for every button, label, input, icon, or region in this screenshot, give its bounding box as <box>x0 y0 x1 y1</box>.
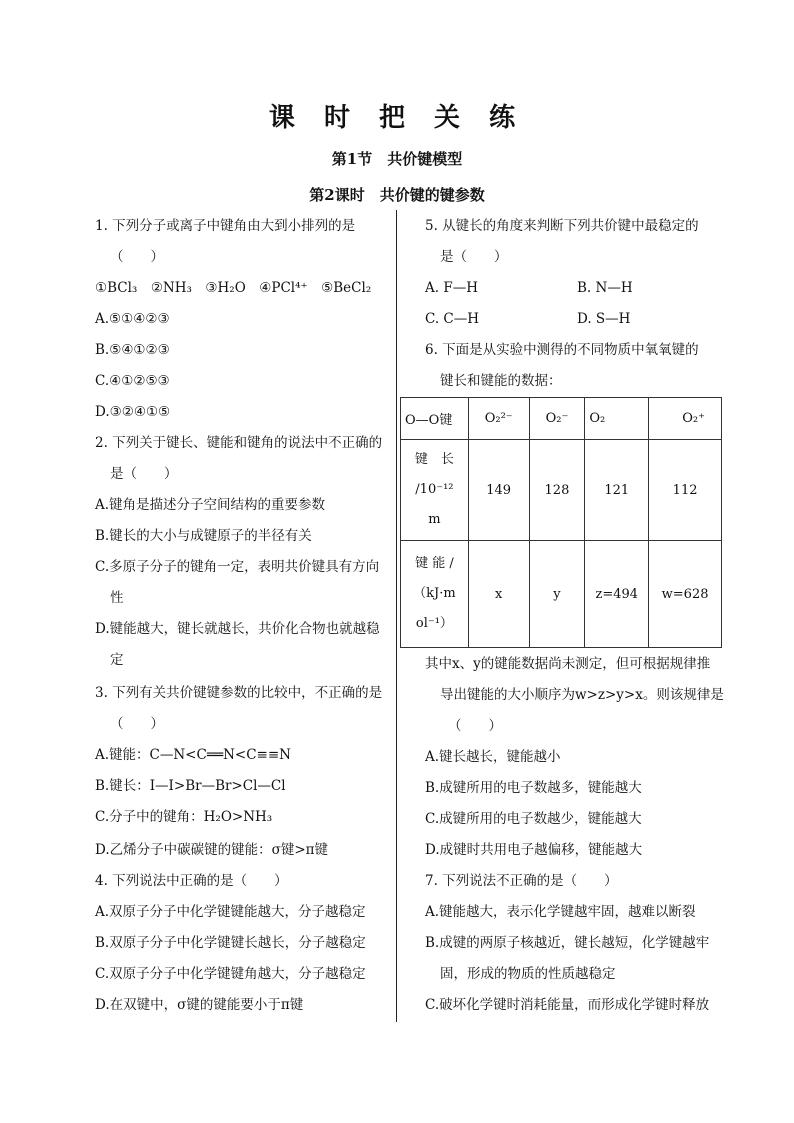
table-cell: w=628 <box>649 541 722 648</box>
q3-option-a: A.键能：C—N<C══N<C≡≡N <box>95 747 291 763</box>
q3-option-b: B.键长：I—I>Br—Br>Cl—Cl <box>95 778 286 794</box>
table-cell: x <box>468 541 529 648</box>
table-header-cell: O₂⁺ <box>649 398 722 440</box>
q2-option-a: A.键角是描述分子空间结构的重要参数 <box>95 497 326 513</box>
q6-option-c: C.成键所用的电子数越少，键能越大 <box>425 811 642 827</box>
q5-option-d: D. S—H <box>577 311 631 327</box>
table-cell: 112 <box>649 440 722 541</box>
q6-paren: （ ） <box>448 718 502 734</box>
q2-option-c: C.多原子分子的键角一定，表明共价键具有方向 <box>95 559 380 575</box>
q4-option-a: A.双原子分子中化学键键能越大，分子越稳定 <box>95 904 366 920</box>
q4-option-d: D.在双键中，σ键的键能要小于π键 <box>95 997 304 1013</box>
q7-option-b-cont: 固，形成的物质的性质越稳定 <box>440 966 616 982</box>
q3-stem: 3. 下列有关共价键键参数的比较中，不正确的是 <box>95 685 383 701</box>
table-cell: y <box>529 541 585 648</box>
q6-option-b: B.成键所用的电子数越多，键能越大 <box>425 780 642 796</box>
q4-stem: 4. 下列说法中正确的是（ ） <box>95 873 288 889</box>
q7-stem: 7. 下列说法不正确的是（ ） <box>425 873 618 889</box>
bond-energy-unit: （kJ·m <box>413 586 456 601</box>
q6-note-cont: 导出键能的大小顺序为w>z>y>x。则该规律是 <box>440 687 724 703</box>
q6-option-d: D.成键时共用电子越偏移，键能越大 <box>425 842 643 858</box>
table-header-cell: O₂²⁻ <box>468 398 529 440</box>
q3-paren: （ ） <box>110 716 164 732</box>
q6-stem: 6. 下面是从实验中测得的不同物质中氧氧键的 <box>425 342 699 358</box>
column-divider <box>396 210 397 1022</box>
q5-option-c: C. C—H <box>425 311 480 327</box>
bond-energy-unit-cont: ol⁻¹） <box>415 616 453 631</box>
table-cell: 128 <box>529 440 585 541</box>
q1-option-b: B.⑤④①②③ <box>95 342 170 358</box>
table-cell: 121 <box>585 440 649 541</box>
table-header-cell: O₂⁻ <box>529 398 585 440</box>
table-cell: 149 <box>468 440 529 541</box>
q1-option-a: A.⑤①④②③ <box>95 311 170 327</box>
q4-option-b: B.双原子分子中化学键键长越长，分子越稳定 <box>95 935 366 951</box>
bond-energy-label: 键 能 / <box>415 556 454 571</box>
q5-stem-cont: 是（ ） <box>440 249 508 265</box>
q1-option-d: D.③②④①⑤ <box>95 404 171 420</box>
q6-note: 其中x、y的键能数据尚未测定，但可根据规律推 <box>425 656 711 672</box>
oxygen-bond-table <box>400 397 722 648</box>
q5-option-a: A. F—H <box>425 280 478 296</box>
table-header-cell: O—O键 <box>401 398 469 440</box>
section-title: 第1节 共价键模型 <box>331 150 463 168</box>
q1-option-c: C.④①②⑤③ <box>95 373 170 389</box>
q2-option-d: D.键能越大，键长就越长，共价化合物也就越稳 <box>95 621 380 637</box>
q5-option-b: B. N—H <box>577 280 633 296</box>
page-title: 课 时 把 关 练 <box>268 103 526 133</box>
table-row-label <box>401 440 469 541</box>
q1-items: ①BCl₃ ②NH₃ ③H₂O ④PCl⁴⁺ ⑤BeCl₂ <box>95 280 372 296</box>
bond-length-label: 键 长 <box>414 452 454 467</box>
q2-stem-cont: 是（ ） <box>110 466 178 482</box>
q6-stem-cont: 键长和键能的数据： <box>440 373 562 389</box>
bond-length-unit-m: m <box>428 512 441 527</box>
bond-length-unit: /10⁻¹² <box>415 482 454 497</box>
table-cell: z=494 <box>585 541 649 648</box>
q3-option-d: D.乙烯分子中碳碳键的键能：σ键>π键 <box>95 842 329 858</box>
q2-stem: 2. 下列关于键长、键能和键角的说法中不正确的 <box>95 435 383 451</box>
table-row-label <box>401 541 469 648</box>
q6-option-a: A.键长越长，键能越小 <box>425 749 561 765</box>
q1-stem: 1. 下列分子或离子中键角由大到小排列的是 <box>95 218 356 234</box>
q2-option-c-cont: 性 <box>110 590 124 606</box>
q4-option-c: C.双原子分子中化学键键角越大，分子越稳定 <box>95 966 366 982</box>
lesson-title: 第2课时 共价键的键参数 <box>309 186 485 204</box>
q1-paren: （ ） <box>110 249 164 265</box>
table-header-cell: O₂ <box>585 398 649 440</box>
q2-option-b: B.键长的大小与成键原子的半径有关 <box>95 528 312 544</box>
q7-option-b: B.成键的两原子核越近，键长越短，化学键越牢 <box>425 935 710 951</box>
q3-option-c: C.分子中的键角：H₂O>NH₃ <box>95 809 273 825</box>
q7-option-a: A.键能越大，表示化学键越牢固，越难以断裂 <box>425 904 696 920</box>
q2-option-d-cont: 定 <box>110 652 124 668</box>
q5-stem: 5. 从键长的角度来判断下列共价键中最稳定的 <box>425 218 699 234</box>
q7-option-c: C.破坏化学键时消耗能量，而形成化学键时释放 <box>425 997 710 1013</box>
